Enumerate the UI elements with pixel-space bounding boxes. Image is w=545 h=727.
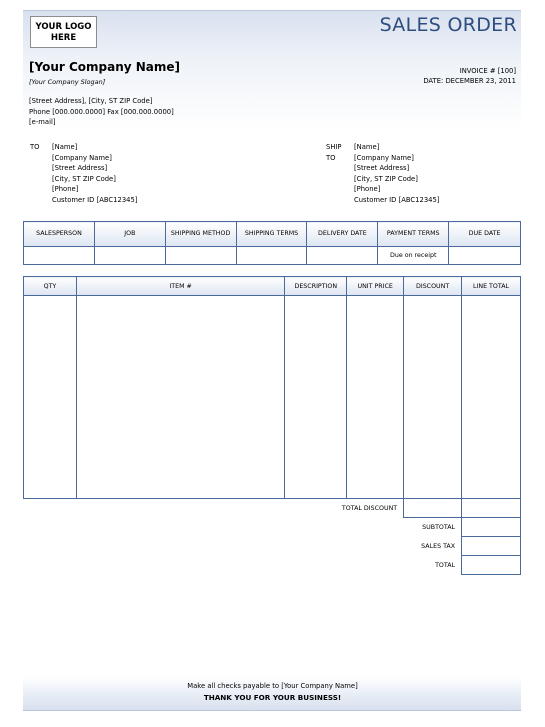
salesperson-cell[interactable] — [24, 247, 95, 265]
sales-info-row — [24, 247, 521, 265]
total-label: TOTAL — [435, 561, 456, 569]
header-delivery-date: DELIVERY DATE — [307, 222, 378, 247]
shipping-terms-cell[interactable] — [236, 247, 307, 265]
line-items-table — [23, 276, 521, 499]
header-shipping-method: SHIPPING METHOD — [165, 222, 236, 247]
to-label — [30, 142, 40, 153]
header-description: DESCRIPTION — [285, 277, 347, 296]
description-column[interactable] — [285, 296, 347, 499]
header-qty: QTY — [24, 277, 77, 296]
header-unit-price: UNIT PRICE — [347, 277, 404, 296]
header-item-number: ITEM # — [76, 277, 284, 296]
bill-to-company: [Company Name] — [52, 153, 112, 162]
ship-to-customer-id: Customer ID [ABC12345] — [354, 195, 440, 204]
sales-tax-value[interactable] — [462, 537, 521, 556]
header-shipping-terms: SHIPPING TERMS — [236, 222, 307, 247]
payment-note: Make all checks payable to [Your Company Name] — [187, 682, 358, 690]
header-due-date: DUE DATE — [449, 222, 521, 247]
total-discount-line-total[interactable] — [462, 499, 521, 518]
bill-to-phone: [Phone] — [52, 185, 79, 193]
header-job: JOB — [94, 222, 165, 247]
subtotal-label: SUBTOTAL — [422, 523, 456, 531]
header-payment-terms: PAYMENT TERMS — [378, 222, 449, 247]
shipping-method-cell[interactable] — [165, 247, 236, 265]
thank-you-note: THANK YOU FOR YOUR BUSINESS! — [203, 693, 342, 702]
line-total-column[interactable] — [462, 296, 521, 499]
subtotal-value[interactable] — [462, 518, 521, 537]
total-discount-label: TOTAL DISCOUNT — [341, 504, 398, 512]
sales-tax-row — [23, 537, 521, 556]
ship-to-street: [Street Address] — [354, 164, 410, 172]
bill-to-street: [Street Address] — [52, 164, 108, 172]
ship-label-text: SHIP — [326, 143, 342, 151]
bill-to-block — [52, 142, 137, 205]
ship-to-label-text: TO — [326, 153, 336, 162]
header-salesperson: SALESPERSON — [24, 222, 95, 247]
qty-column[interactable] — [24, 296, 77, 499]
header-discount: DISCOUNT — [404, 277, 462, 296]
ship-to-phone: [Phone] — [354, 185, 381, 193]
discount-column[interactable] — [404, 296, 462, 499]
job-cell[interactable] — [94, 247, 165, 265]
line-items-header-row — [24, 277, 521, 296]
total-discount-row — [23, 499, 521, 518]
total-value[interactable] — [462, 556, 521, 575]
bill-to-name: [Name] — [52, 143, 78, 151]
invoice-number: INVOICE # [100] — [459, 67, 516, 75]
ship-to-label — [326, 142, 342, 163]
sales-tax-label: SALES TAX — [421, 542, 456, 550]
sales-info-header-row — [24, 222, 521, 247]
unit-price-column[interactable] — [347, 296, 404, 499]
bill-to-customer-id: Customer ID [ABC12345] — [52, 195, 138, 204]
line-items-body — [24, 296, 521, 499]
company-address — [29, 96, 174, 128]
email-line: [e-mail] — [29, 118, 56, 126]
item-number-column[interactable] — [76, 296, 284, 499]
company-name: [Your Company Name] — [29, 60, 181, 74]
to-label-text: TO — [30, 143, 40, 151]
logo-placeholder: YOUR LOGO HERE — [30, 16, 97, 48]
company-slogan: [Your Company Slogan] — [29, 78, 106, 86]
invoice-info — [423, 66, 516, 86]
ship-to-company: [Company Name] — [354, 153, 414, 162]
phone-fax-line: Phone [000.000.0000] Fax [000.000.0000] — [29, 107, 174, 116]
ship-to-city: [City, ST ZIP Code] — [354, 174, 418, 183]
ship-to-name: [Name] — [354, 143, 380, 151]
ship-to-block — [354, 142, 439, 205]
total-discount-value[interactable] — [404, 499, 462, 518]
due-date-cell[interactable] — [449, 247, 521, 265]
bill-to-city: [City, ST ZIP Code] — [52, 174, 116, 183]
payment-terms-cell[interactable]: Due on receipt — [378, 247, 449, 265]
sales-info-table — [23, 221, 521, 265]
document-title: SALES ORDER — [379, 14, 517, 36]
delivery-date-cell[interactable] — [307, 247, 378, 265]
header-line-total: LINE TOTAL — [462, 277, 521, 296]
total-row — [23, 556, 521, 575]
address-line: [Street Address], [City, ST ZIP Code] — [29, 97, 153, 105]
totals-table — [23, 498, 521, 575]
subtotal-row — [23, 518, 521, 537]
invoice-date: DATE: DECEMBER 23, 2011 — [423, 77, 516, 85]
